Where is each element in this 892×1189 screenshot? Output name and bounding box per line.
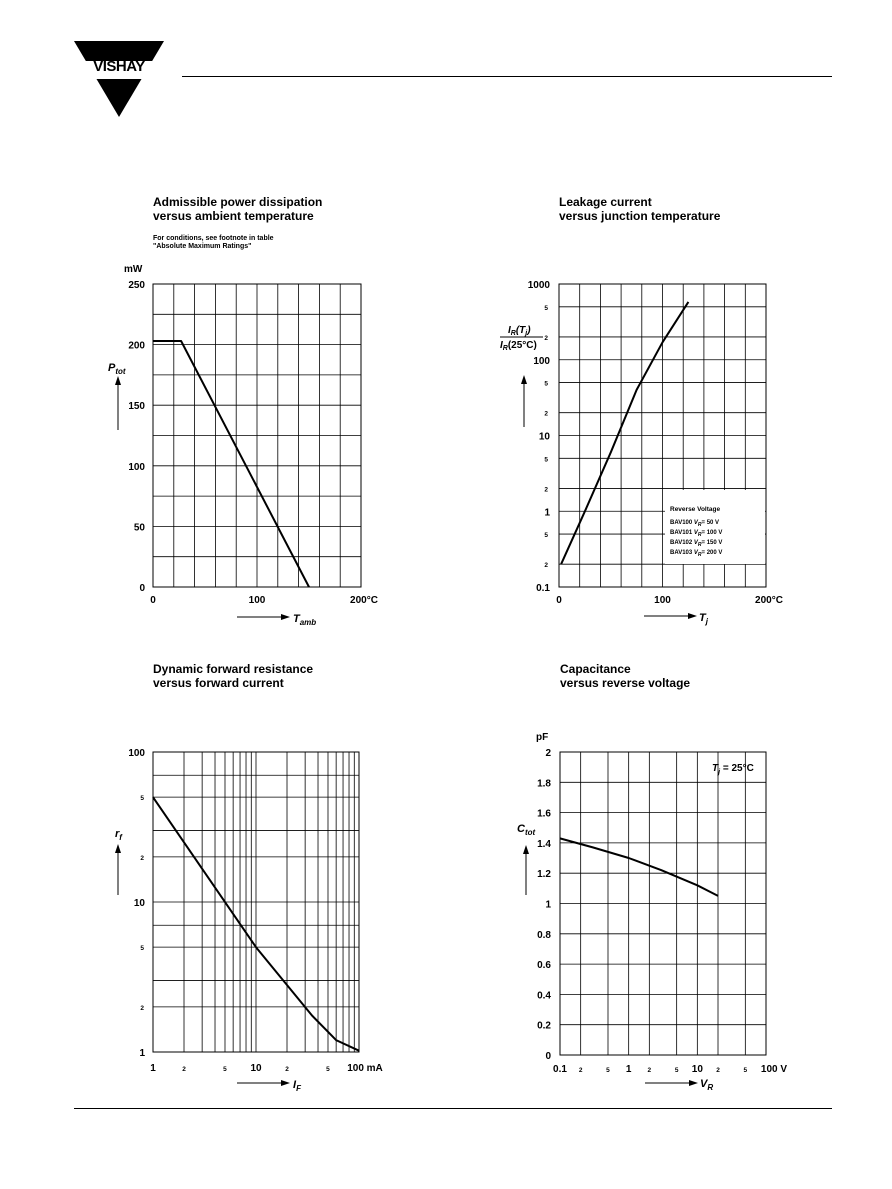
leakage-y-minor-tick-label: 2 bbox=[544, 486, 548, 494]
leakage-y-tick-label: 0.1 bbox=[536, 583, 550, 594]
leakage-y-minor-tick-label: 2 bbox=[544, 562, 548, 570]
dynamic-title-line1: Dynamic forward resistance bbox=[153, 662, 314, 676]
leakage-title-line1: Leakage current bbox=[559, 195, 652, 209]
leakage-legend-row: BAV102 $V_R= 150$ V bbox=[670, 540, 723, 548]
capacitance-xlabel-arrow bbox=[645, 1080, 698, 1086]
dynamic-y-tick-label: 10 bbox=[133, 898, 145, 909]
dynamic-y-minor-tick-label: 5 bbox=[140, 795, 144, 803]
dynamic-y-minor-tick-label: 5 bbox=[140, 945, 144, 953]
leakage-x-tick-label: 100 bbox=[654, 595, 671, 606]
capacitance-x-tick-label: 100 V bbox=[760, 1064, 788, 1075]
power-title-line2: versus ambient temperature bbox=[153, 209, 314, 223]
leakage-y-minor-tick-label: 2 bbox=[544, 334, 548, 342]
capacitance-y-tick-label: 1.6 bbox=[537, 808, 551, 820]
leakage-legend-row: BAV101 $V_R= 100$ V bbox=[670, 530, 723, 538]
leakage-y-tick-label: 10 bbox=[538, 431, 550, 443]
power-title-line1: Admissible power dissipation bbox=[153, 195, 323, 209]
power-y-tick-label: 50 bbox=[133, 522, 145, 534]
capacitance-x-tick-label: 10 bbox=[691, 1064, 703, 1075]
power-note-line1: For conditions, see footnote in table bbox=[153, 235, 274, 242]
dynamic-x-tick-label: 10 bbox=[250, 1063, 262, 1074]
capacitance-y-tick-label: 1.4 bbox=[537, 838, 551, 850]
leakage-y-minor-tick-label: 5 bbox=[544, 456, 548, 464]
leakage-legend-title: Reverse Voltage bbox=[670, 506, 721, 513]
dynamic-x-minor-tick-label: 5 bbox=[223, 1066, 227, 1073]
dynamic-y-minor-tick-label: 2 bbox=[140, 1004, 144, 1012]
capacitance-x-minor-tick-label: 5 bbox=[674, 1067, 679, 1074]
leakage-ylabel-denominator: $I_R(25^\circ C)$ bbox=[500, 340, 537, 352]
leakage-y-minor-tick-label: 2 bbox=[544, 410, 548, 418]
dynamic-x-minor-tick-label: 2 bbox=[285, 1066, 289, 1073]
capacitance-plot-area bbox=[537, 748, 787, 1075]
leakage-y-minor-tick-label: 5 bbox=[544, 380, 548, 388]
capacitance-x-minor-tick-label: 5 bbox=[606, 1067, 610, 1074]
leakage-legend-row: BAV100 $V_R= 50$ V bbox=[670, 520, 720, 528]
dynamic-x-minor-tick-label: 2 bbox=[182, 1066, 186, 1073]
dynamic-x-tick-label: 100 mA bbox=[347, 1063, 383, 1074]
dynamic-x-tick-label: 1 bbox=[150, 1063, 156, 1074]
dynamic-y-tick-label: 1 bbox=[139, 1048, 145, 1059]
dynamic-y-tick-label: 100 bbox=[128, 748, 145, 759]
leakage-y-tick-label: 1 bbox=[544, 507, 550, 519]
capacitance-xlabel: $V_R$ bbox=[700, 1078, 714, 1092]
capacitance-y-tick-label: 1 bbox=[545, 899, 551, 911]
capacitance-x-tick-label: 1 bbox=[625, 1064, 632, 1075]
power-xlabel: $T_{amb}$ bbox=[293, 613, 317, 627]
dynamic-ylabel: $r_f$ bbox=[115, 828, 122, 842]
leakage-legend-row: BAV103 $V_R= 200$ V bbox=[670, 550, 723, 558]
capacitance-ylabel-arrow bbox=[523, 845, 529, 895]
capacitance-y-tick-label: 0.8 bbox=[537, 929, 551, 941]
dynamic-x-minor-tick-label: 5 bbox=[326, 1066, 330, 1073]
capacitance-y-tick-label: 1.2 bbox=[537, 869, 551, 881]
power-y-tick-label: 0 bbox=[139, 583, 145, 594]
leakage-x-tick-label: 200°C bbox=[755, 595, 783, 606]
power-y-tick-label: 250 bbox=[128, 280, 145, 291]
capacitance-y-tick-label: 0.4 bbox=[537, 990, 551, 1002]
dynamic-xlabel: $I_F$ bbox=[293, 1079, 301, 1093]
capacitance-x-minor-tick-label: 2 bbox=[647, 1067, 652, 1074]
dynamic-title-line2: versus forward current bbox=[153, 676, 284, 690]
power-note-line2: "Absolute Maximum Ratings" bbox=[153, 243, 252, 250]
power-y-tick-label: 200 bbox=[128, 340, 145, 352]
capacitance-x-tick-label: 0.1 bbox=[553, 1064, 567, 1075]
leakage-ylabel-numerator: $I_R(T_j)$ bbox=[508, 325, 531, 337]
power-x-tick-label: 0 bbox=[150, 595, 156, 606]
power-y-tick-label: 100 bbox=[128, 461, 145, 473]
brand-name: VISHAY bbox=[93, 58, 145, 75]
leakage-y-minor-tick-label: 5 bbox=[544, 532, 548, 540]
leakage-y-tick-label: 1000 bbox=[527, 280, 550, 291]
leakage-y-minor-tick-label: 5 bbox=[544, 304, 548, 312]
capacitance-unit-label: pF bbox=[536, 732, 549, 743]
capacitance-x-minor-tick-label: 5 bbox=[743, 1067, 748, 1074]
capacitance-x-minor-tick-label: 2 bbox=[578, 1067, 583, 1074]
capacitance-ylabel: $C_{tot}$ bbox=[517, 823, 536, 837]
power-x-tick-label: 100 bbox=[248, 595, 266, 606]
power-x-tick-label: 200°C bbox=[350, 595, 378, 606]
dynamic-y-minor-tick-label: 2 bbox=[140, 854, 144, 862]
power-ylabel: $P_{tot}$ bbox=[108, 362, 126, 376]
capacitance-x-minor-tick-label: 2 bbox=[716, 1067, 720, 1074]
capacitance-y-tick-label: 0.2 bbox=[537, 1020, 551, 1032]
capacitance-y-tick-label: 2 bbox=[545, 748, 551, 759]
leakage-y-tick-label: 100 bbox=[533, 355, 550, 367]
leakage-x-tick-label: 0 bbox=[556, 595, 562, 606]
capacitance-y-tick-label: 1.8 bbox=[537, 778, 551, 790]
footer-rule bbox=[74, 1108, 832, 1109]
power-unit-label: mW bbox=[124, 264, 143, 275]
capacitance-title-line2: versus reverse voltage bbox=[560, 676, 691, 690]
capacitance-y-tick-label: 0.6 bbox=[537, 960, 551, 972]
capacitance-title-line1: Capacitance bbox=[560, 662, 631, 676]
capacitance-annotation: $T_j = 25^\circ C$ bbox=[712, 763, 754, 776]
capacitance-series-line bbox=[560, 838, 718, 896]
capacitance-y-tick-label: 0 bbox=[545, 1051, 551, 1062]
leakage-title-line2: versus junction temperature bbox=[559, 209, 721, 223]
leakage-xlabel: $T_j$ bbox=[699, 612, 708, 626]
power-y-tick-label: 150 bbox=[128, 401, 145, 413]
